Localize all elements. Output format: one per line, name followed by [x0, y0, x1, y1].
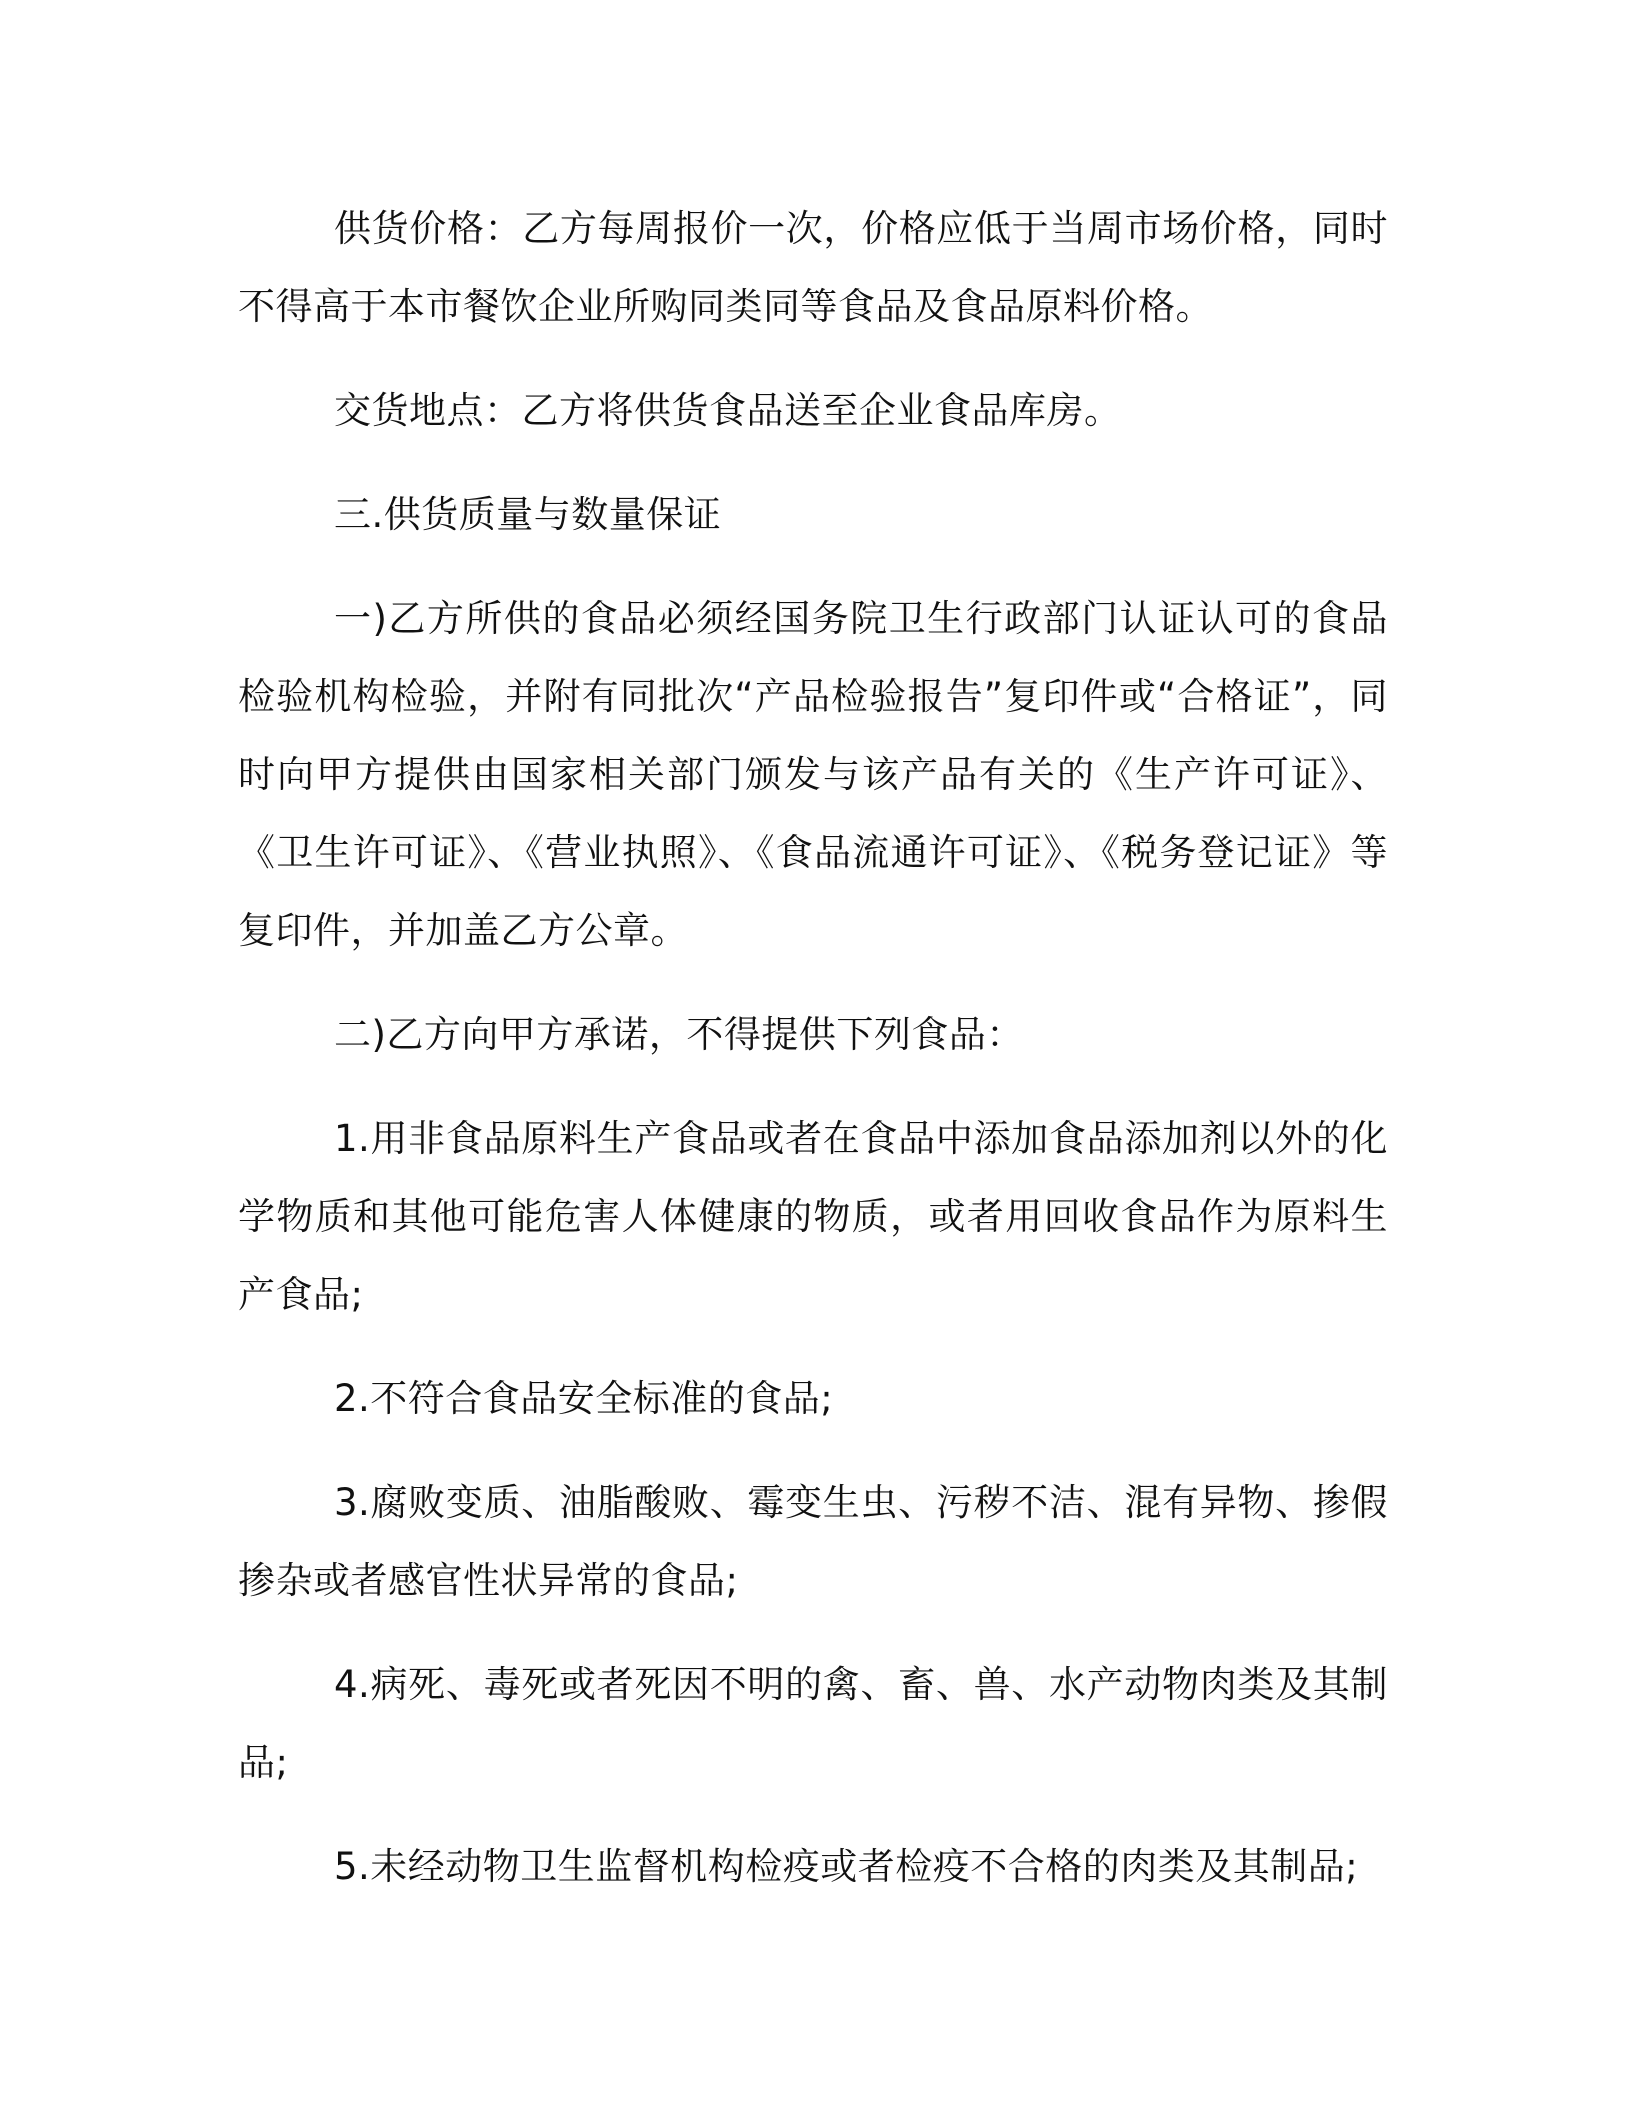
paragraph-delivery-location: 交货地点：乙方将供货食品送至企业食品库房。: [334, 389, 1122, 432]
paragraph-clause-two: 二)乙方向甲方承诺，不得提供下列食品：: [334, 1013, 1024, 1056]
paragraph-supply-price: 供货价格：乙方每周报价一次，价格应低于当周市场价格，同时不得高于本市餐饮企业所购同类同等食品及食品原料价格。: [238, 207, 1388, 328]
list-item-3: 3.腐败变质、油脂酸败、霉变生虫、污秽不洁、混有异物、掺假掺杂或者感官性状异常的食品;: [238, 1481, 1388, 1602]
list-item-2: 2.不符合食品安全标准的食品;: [334, 1377, 834, 1420]
paragraph-clause-one: 一)乙方所供的食品必须经国务院卫生行政部门认证认可的食品检验机构检验，并附有同批次“产品检验报告”复印件或“合格证”，同时向甲方提供由国家相关部门颁发与该产品有关的《生产许可证》、《卫生许可证》、《营业执照》、《食品流通许可证》、《税务登记证》等复印件，并加盖乙方公章。: [238, 597, 1388, 952]
document-body: [238, 190, 1388, 1932]
section-heading-quality-quantity: 三.供货质量与数量保证: [334, 493, 722, 536]
list-item-4: 4.病死、毒死或者死因不明的禽、畜、兽、水产动物肉类及其制品;: [238, 1663, 1388, 1784]
list-item-1: 1.用非食品原料生产食品或者在食品中添加食品添加剂以外的化学物质和其他可能危害人体健康的物质，或者用回收食品作为原料生产食品;: [238, 1117, 1388, 1316]
list-item-5: 5.未经动物卫生监督机构检疫或者检疫不合格的肉类及其制品;: [334, 1845, 1359, 1888]
